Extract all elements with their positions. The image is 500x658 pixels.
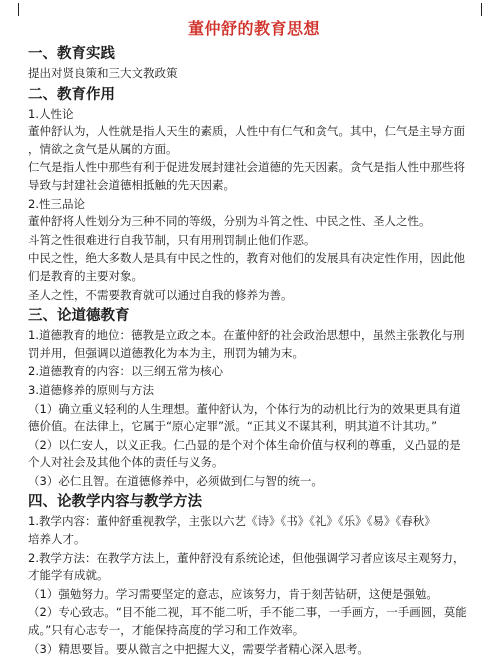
right-edge-mark [481, 3, 482, 16]
paragraph-line: 德价值。在法律上，它属于“原心定罪”派。“正其义不谋其利，明其道不计其功。” [28, 419, 438, 434]
paragraph-line: ，情欲之贪气是从属的方面。 [28, 141, 178, 156]
section-teaching-content-methods [28, 492, 480, 658]
paragraph-line: 成。”只有心志专一，才能保持高度的学习和工作效率。 [28, 623, 305, 638]
paragraph-line: 3.道德修养的原则与方法 [28, 382, 154, 397]
section-education-practice [28, 44, 480, 83]
paragraph-line: 董仲舒认为，人性就是指人天生的素质，人性中有仁气和贪气。其中，仁气是主导方面 [28, 124, 465, 139]
document-page [28, 18, 480, 658]
top-bar [0, 0, 500, 18]
section-heading: 四、论教学内容与教学方法 [28, 494, 202, 511]
paragraph-line: 2.道德教育的内容：以三纲五常为核心 [28, 364, 223, 379]
paragraph-line: 导致与封建社会道德相抵触的先天因素。 [28, 177, 235, 192]
paragraph-line: 2.教学方法：在教学方法上，董仲舒没有系统论述，但他强调学习者应该尽主观努力， [28, 550, 465, 565]
paragraph-line: 培养人才。 [28, 532, 86, 547]
paragraph-line: 斗筲之性很难进行自我节制，只有用刑罚制止他们作恶。 [28, 232, 316, 247]
paragraph-line: 们是教育的主要对象。 [28, 268, 143, 283]
left-edge-mark [18, 3, 19, 16]
section-heading: 二、教育作用 [28, 86, 115, 103]
paragraph-line: 才能学有成就。 [28, 568, 109, 583]
paragraph-line: 仁气是指人性中那些有利于促进发展封建社会道德的先天因素。贪气是指人性中那些将 [28, 160, 465, 175]
page-title: 董仲舒的教育思想 [187, 19, 320, 38]
paragraph-line: 个人对社会及其他个体的责任与义务。 [28, 455, 224, 470]
paragraph-line: （3）必仁且智。在道德修养中，必须做到仁与智的统一。 [28, 473, 323, 488]
section-education-role [28, 85, 480, 305]
paragraph-line: 1.教学内容：董仲舒重视教学，主张以六艺《诗》《书》《礼》《乐》《易》《春秋》 [28, 514, 436, 529]
paragraph-line: （2）以仁安人，以义正我。仁凸显的是个对个体生命价值与权利的尊重，义凸显的是 [28, 437, 461, 452]
section-moral-education [28, 306, 480, 490]
paragraph-line: （3）精思要旨。要从微言之中把握大义，需要学者精心深入思考。 [28, 641, 369, 656]
subheading-human-nature: 1.人性论 [28, 106, 74, 121]
paragraph-line: 中民之性，绝大多数人是具有中民之性的，教育对他们的发展具有决定性作用，因此他 [28, 251, 465, 266]
section-heading: 一、教育实践 [28, 46, 115, 62]
paragraph-line: 1.道德教育的地位：德教是立政之本。在董仲舒的社会政治思想中，虽然主张教化与刑 [28, 328, 465, 343]
paragraph-line: （1）确立重义轻利的人生理想。董仲舒认为，个体行为的动机比行为的效果更具有道 [28, 401, 461, 416]
subheading-three-grades: 2.性三品论 [28, 196, 85, 211]
paragraph-line: 罚并用，但强调以道德教化为本为主，刑罚为辅为末。 [28, 345, 304, 360]
paragraph-line: 董仲舒将人性划分为三种不同的等级，分别为斗筲之性、中民之性、圣人之性。 [28, 214, 431, 229]
paragraph-line: 圣人之性，不需要教育就可以通过自我的修养为善。 [28, 287, 293, 302]
paragraph-line: 提出对贤良策和三大文教政策 [28, 66, 178, 80]
section-heading: 三、论道德教育 [28, 308, 130, 325]
paragraph-line: （1）强勉努力。学习需要坚定的意志，应该努力，肯于刻苦钻研，这便是强勉。 [28, 586, 438, 601]
paragraph-line: （2）专心致志。“目不能二视，耳不能二听，手不能二事，一手画方，一手画圆，莫能 [28, 605, 467, 620]
